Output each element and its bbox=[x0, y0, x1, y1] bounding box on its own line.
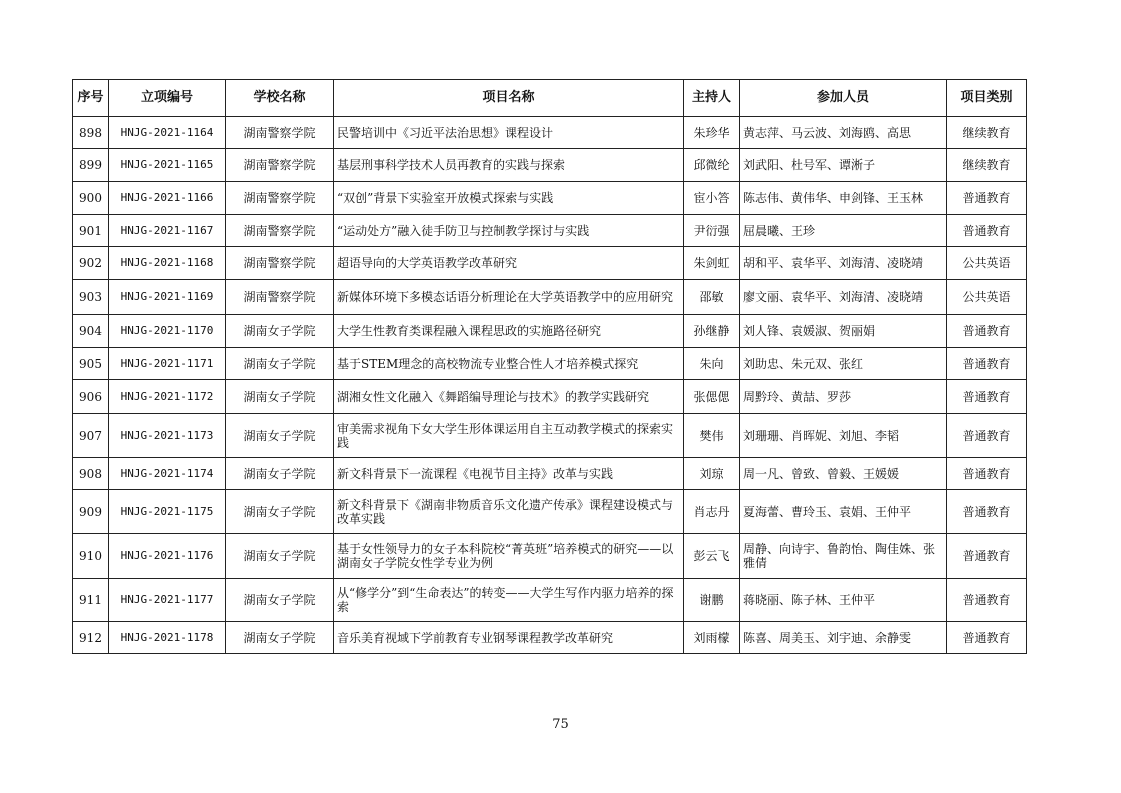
cell-host: 肖志丹 bbox=[684, 490, 740, 534]
cell-category: 普通教育 bbox=[947, 315, 1027, 348]
cell-project-name: 民警培训中《习近平法治思想》课程设计 bbox=[334, 117, 684, 149]
header-host: 主持人 bbox=[684, 80, 740, 117]
cell-project-code: HNJG-2021-1178 bbox=[109, 622, 226, 654]
cell-project-name: 基层刑事科学技术人员再教育的实践与探索 bbox=[334, 149, 684, 182]
cell-index: 909 bbox=[73, 490, 109, 534]
cell-index: 911 bbox=[73, 579, 109, 622]
cell-school: 湖南女子学院 bbox=[226, 348, 334, 380]
cell-host: 谢鹏 bbox=[684, 579, 740, 622]
cell-host: 刘雨檬 bbox=[684, 622, 740, 654]
cell-project-name: 新文科背景下一流课程《电视节目主持》改革与实践 bbox=[334, 458, 684, 490]
cell-participants: 周静、向诗宇、鲁韵怡、陶佳姝、张雅倩 bbox=[740, 534, 947, 579]
table-row bbox=[73, 414, 1027, 458]
cell-host: 彭云飞 bbox=[684, 534, 740, 579]
cell-category: 普通教育 bbox=[947, 348, 1027, 380]
cell-school: 湖南女子学院 bbox=[226, 534, 334, 579]
cell-participants: 陈志伟、黄伟华、申剑锋、王玉林 bbox=[740, 182, 947, 215]
header-school: 学校名称 bbox=[226, 80, 334, 117]
cell-participants: 刘人锋、袁媛淑、贺丽娟 bbox=[740, 315, 947, 348]
header-project-name: 项目名称 bbox=[334, 80, 684, 117]
cell-project-code: HNJG-2021-1175 bbox=[109, 490, 226, 534]
cell-school: 湖南女子学院 bbox=[226, 380, 334, 414]
cell-index: 905 bbox=[73, 348, 109, 380]
cell-index: 907 bbox=[73, 414, 109, 458]
cell-school: 湖南女子学院 bbox=[226, 579, 334, 622]
cell-project-code: HNJG-2021-1167 bbox=[109, 215, 226, 247]
table-row bbox=[73, 534, 1027, 579]
cell-school: 湖南警察学院 bbox=[226, 117, 334, 149]
cell-host: 樊伟 bbox=[684, 414, 740, 458]
table-row bbox=[73, 348, 1027, 380]
cell-project-name: 审美需求视角下女大学生形体课运用自主互动教学模式的探索实践 bbox=[334, 414, 684, 458]
cell-school: 湖南女子学院 bbox=[226, 622, 334, 654]
cell-project-code: HNJG-2021-1169 bbox=[109, 280, 226, 315]
table-header-row bbox=[73, 80, 1027, 117]
cell-project-code: HNJG-2021-1171 bbox=[109, 348, 226, 380]
cell-participants: 陈喜、周美玉、刘宇迪、余静雯 bbox=[740, 622, 947, 654]
header-participants: 参加人员 bbox=[740, 80, 947, 117]
table-row bbox=[73, 117, 1027, 149]
cell-project-code: HNJG-2021-1176 bbox=[109, 534, 226, 579]
cell-host: 尹衍强 bbox=[684, 215, 740, 247]
cell-category: 普通教育 bbox=[947, 215, 1027, 247]
cell-host: 张偲偲 bbox=[684, 380, 740, 414]
cell-host: 刘琼 bbox=[684, 458, 740, 490]
cell-project-name: 基于女性领导力的女子本科院校“菁英班”培养模式的研究——以湖南女子学院女性学专业为例 bbox=[334, 534, 684, 579]
cell-project-code: HNJG-2021-1164 bbox=[109, 117, 226, 149]
cell-participants: 蒋晓丽、陈子林、王仲平 bbox=[740, 579, 947, 622]
table-row bbox=[73, 458, 1027, 490]
cell-project-code: HNJG-2021-1168 bbox=[109, 247, 226, 280]
cell-category: 公共英语 bbox=[947, 280, 1027, 315]
cell-host: 朱珍华 bbox=[684, 117, 740, 149]
cell-school: 湖南警察学院 bbox=[226, 149, 334, 182]
cell-category: 普通教育 bbox=[947, 458, 1027, 490]
header-index: 序号 bbox=[73, 80, 109, 117]
cell-category: 继续教育 bbox=[947, 149, 1027, 182]
cell-category: 普通教育 bbox=[947, 622, 1027, 654]
cell-school: 湖南女子学院 bbox=[226, 315, 334, 348]
table-row bbox=[73, 315, 1027, 348]
cell-index: 906 bbox=[73, 380, 109, 414]
cell-project-name: 湖湘女性文化融入《舞蹈编导理论与技术》的教学实践研究 bbox=[334, 380, 684, 414]
table-row bbox=[73, 247, 1027, 280]
cell-school: 湖南女子学院 bbox=[226, 414, 334, 458]
cell-project-name: 新文科背景下《湖南非物质音乐文化遗产传承》课程建设模式与改革实践 bbox=[334, 490, 684, 534]
cell-school: 湖南警察学院 bbox=[226, 247, 334, 280]
cell-index: 900 bbox=[73, 182, 109, 215]
table-row bbox=[73, 149, 1027, 182]
cell-participants: 刘助忠、朱元双、张红 bbox=[740, 348, 947, 380]
cell-participants: 屈晨曦、王珍 bbox=[740, 215, 947, 247]
cell-index: 908 bbox=[73, 458, 109, 490]
cell-category: 普通教育 bbox=[947, 534, 1027, 579]
cell-host: 邱微纶 bbox=[684, 149, 740, 182]
cell-participants: 胡和平、袁华平、刘海清、凌晓靖 bbox=[740, 247, 947, 280]
cell-host: 宦小答 bbox=[684, 182, 740, 215]
cell-category: 普通教育 bbox=[947, 414, 1027, 458]
cell-index: 912 bbox=[73, 622, 109, 654]
cell-project-name: “双创”背景下实验室开放模式探索与实践 bbox=[334, 182, 684, 215]
cell-host: 朱向 bbox=[684, 348, 740, 380]
cell-category: 普通教育 bbox=[947, 380, 1027, 414]
cell-index: 902 bbox=[73, 247, 109, 280]
cell-project-name: “运动处方”融入徒手防卫与控制教学探讨与实践 bbox=[334, 215, 684, 247]
table-row bbox=[73, 622, 1027, 654]
table-row bbox=[73, 490, 1027, 534]
cell-host: 孙继静 bbox=[684, 315, 740, 348]
table-row bbox=[73, 579, 1027, 622]
cell-participants: 黄志萍、马云波、刘海鸥、高思 bbox=[740, 117, 947, 149]
cell-category: 普通教育 bbox=[947, 579, 1027, 622]
cell-participants: 周一凡、曾致、曾毅、王媛媛 bbox=[740, 458, 947, 490]
cell-host: 朱剑虹 bbox=[684, 247, 740, 280]
cell-school: 湖南警察学院 bbox=[226, 280, 334, 315]
header-category: 项目类别 bbox=[947, 80, 1027, 117]
table-row bbox=[73, 380, 1027, 414]
header-project-code: 立项编号 bbox=[109, 80, 226, 117]
cell-school: 湖南女子学院 bbox=[226, 458, 334, 490]
cell-project-name: 大学生性教育类课程融入课程思政的实施路径研究 bbox=[334, 315, 684, 348]
cell-project-name: 从“修学分”到“生命表达”的转变——大学生写作内驱力培养的探索 bbox=[334, 579, 684, 622]
cell-participants: 周黔玲、黄喆、罗莎 bbox=[740, 380, 947, 414]
cell-index: 899 bbox=[73, 149, 109, 182]
table-row bbox=[73, 215, 1027, 247]
cell-school: 湖南女子学院 bbox=[226, 490, 334, 534]
cell-host: 邵敏 bbox=[684, 280, 740, 315]
cell-index: 903 bbox=[73, 280, 109, 315]
cell-participants: 夏海蕾、曹玲玉、袁娟、王仲平 bbox=[740, 490, 947, 534]
cell-index: 901 bbox=[73, 215, 109, 247]
cell-project-code: HNJG-2021-1177 bbox=[109, 579, 226, 622]
cell-project-name: 新媒体环境下多模态话语分析理论在大学英语教学中的应用研究 bbox=[334, 280, 684, 315]
cell-project-name: 音乐美育视域下学前教育专业钢琴课程教学改革研究 bbox=[334, 622, 684, 654]
cell-project-name: 超语导向的大学英语教学改革研究 bbox=[334, 247, 684, 280]
cell-project-code: HNJG-2021-1166 bbox=[109, 182, 226, 215]
cell-category: 继续教育 bbox=[947, 117, 1027, 149]
page-number: 75 bbox=[552, 717, 569, 732]
cell-project-code: HNJG-2021-1165 bbox=[109, 149, 226, 182]
cell-category: 普通教育 bbox=[947, 490, 1027, 534]
cell-index: 898 bbox=[73, 117, 109, 149]
cell-school: 湖南警察学院 bbox=[226, 215, 334, 247]
cell-category: 普通教育 bbox=[947, 182, 1027, 215]
cell-project-code: HNJG-2021-1173 bbox=[109, 414, 226, 458]
cell-index: 904 bbox=[73, 315, 109, 348]
table-row bbox=[73, 182, 1027, 215]
table-row bbox=[73, 280, 1027, 315]
cell-participants: 刘武阳、杜号军、谭淅子 bbox=[740, 149, 947, 182]
cell-project-code: HNJG-2021-1174 bbox=[109, 458, 226, 490]
cell-participants: 刘珊珊、肖晖妮、刘旭、李韬 bbox=[740, 414, 947, 458]
cell-participants: 廖文丽、袁华平、刘海清、凌晓靖 bbox=[740, 280, 947, 315]
cell-index: 910 bbox=[73, 534, 109, 579]
cell-project-name: 基于STEM理念的高校物流专业整合性人才培养模式探究 bbox=[334, 348, 684, 380]
cell-school: 湖南警察学院 bbox=[226, 182, 334, 215]
project-table bbox=[72, 79, 1027, 654]
cell-category: 公共英语 bbox=[947, 247, 1027, 280]
cell-project-code: HNJG-2021-1170 bbox=[109, 315, 226, 348]
cell-project-code: HNJG-2021-1172 bbox=[109, 380, 226, 414]
